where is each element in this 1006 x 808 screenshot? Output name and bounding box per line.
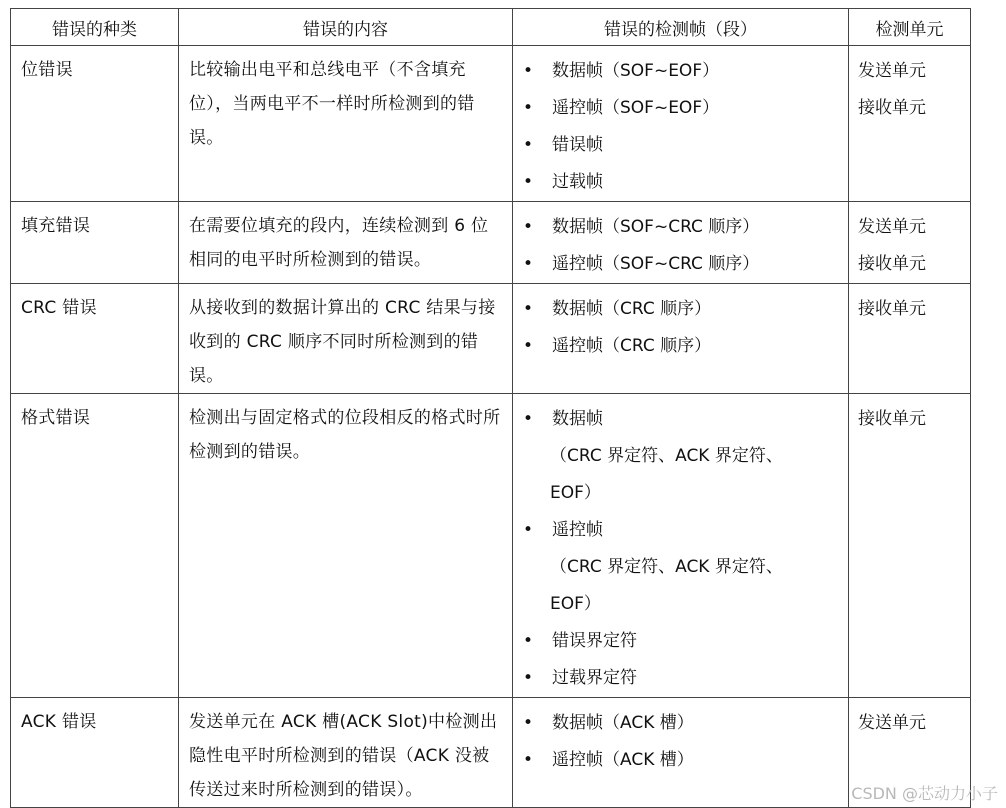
detection-unit-label: 接收单元: [858, 254, 926, 274]
frame-sub-detail: （CRC 界定符、ACK 界定符、: [550, 557, 783, 577]
frame-list-item: [523, 127, 838, 164]
frame-label: 遥控帧（SOF~CRC 顺序）: [552, 254, 760, 274]
cell-detection-frames: [513, 284, 849, 394]
watermark: CSDN @芯动力小子: [851, 784, 998, 803]
frame-label: 数据帧: [552, 409, 603, 429]
frame-sub-detail: （CRC 界定符、ACK 界定符、: [550, 446, 783, 466]
cell-detection-unit: [849, 202, 971, 284]
header-detection-unit: 检测单元: [849, 9, 971, 46]
frame-sub-detail: EOF）: [550, 483, 601, 503]
frame-label: 数据帧（CRC 顺序）: [552, 299, 712, 319]
frame-list-item: [523, 660, 838, 697]
cell-error-content: 比较输出电平和总线电平（不含填充位），当两电平不一样时所检测到的错误。: [179, 46, 513, 202]
cell-detection-unit: [849, 46, 971, 202]
cell-error-kind: 格式错误: [11, 394, 179, 698]
frame-list-item: [523, 705, 838, 742]
detection-unit-label: 接收单元: [858, 299, 926, 319]
frame-list: [523, 53, 838, 201]
frame-list-item: [523, 164, 838, 201]
table-row: [11, 698, 971, 808]
frame-label: 遥控帧（CRC 顺序）: [552, 336, 712, 356]
frame-list: [523, 209, 838, 283]
frame-list-item: [523, 401, 838, 512]
cell-detection-frames: [513, 698, 849, 808]
cell-detection-frames: [513, 394, 849, 698]
frame-label: 过载帧: [552, 172, 603, 192]
table-row: [11, 202, 971, 284]
frame-list-item: [523, 623, 838, 660]
frame-label: 数据帧（SOF~CRC 顺序）: [552, 217, 760, 237]
frame-label: 错误界定符: [552, 631, 637, 651]
frame-list: [523, 291, 838, 365]
cell-error-content: 从接收到的数据计算出的 CRC 结果与接收到的 CRC 顺序不同时所检测到的错误。: [179, 284, 513, 394]
cell-detection-unit: [849, 284, 971, 394]
detection-unit-label: 接收单元: [858, 98, 926, 118]
cell-detection-unit: [849, 394, 971, 698]
detection-unit-label: 发送单元: [858, 713, 926, 733]
error-types-table: [10, 8, 971, 808]
frame-list-item: [523, 512, 838, 623]
frame-list-item: [523, 53, 838, 90]
frame-label: 数据帧（ACK 槽）: [552, 713, 694, 733]
cell-error-content: 发送单元在 ACK 槽(ACK Slot)中检测出隐性电平时所检测到的错误（ACK 没被传送过来时所检测到的错误）。: [179, 698, 513, 808]
frame-list-item: [523, 90, 838, 127]
table-header-row: [11, 9, 971, 46]
frame-list-item: [523, 328, 838, 365]
header-error-content: 错误的内容: [179, 9, 513, 46]
frame-label: 遥控帧（SOF~EOF）: [552, 98, 720, 118]
cell-error-kind: CRC 错误: [11, 284, 179, 394]
detection-unit-label: 接收单元: [858, 409, 926, 429]
frame-sub-detail: EOF）: [550, 594, 601, 614]
detection-unit-label: 发送单元: [858, 61, 926, 81]
frame-list-item: [523, 209, 838, 246]
table-body: [11, 46, 971, 808]
frame-label: 数据帧（SOF~EOF）: [552, 61, 720, 81]
cell-detection-frames: [513, 202, 849, 284]
frame-label: 遥控帧: [552, 520, 603, 540]
table-row: [11, 46, 971, 202]
cell-error-kind: 位错误: [11, 46, 179, 202]
frame-list-item: [523, 291, 838, 328]
frame-label: 过载界定符: [552, 668, 637, 688]
frame-list-item: [523, 742, 838, 779]
header-error-kind: 错误的种类: [11, 9, 179, 46]
cell-detection-frames: [513, 46, 849, 202]
cell-error-kind: 填充错误: [11, 202, 179, 284]
frame-label: 遥控帧（ACK 槽）: [552, 750, 694, 770]
frame-list-item: [523, 246, 838, 283]
header-detection-frame: 错误的检测帧（段）: [513, 9, 849, 46]
frame-list: [523, 401, 838, 697]
cell-error-content: 检测出与固定格式的位段相反的格式时所检测到的错误。: [179, 394, 513, 698]
frame-label: 错误帧: [552, 135, 603, 155]
detection-unit-label: 发送单元: [858, 217, 926, 237]
cell-error-kind: ACK 错误: [11, 698, 179, 808]
table-row: [11, 284, 971, 394]
frame-list: [523, 705, 838, 779]
cell-error-content: 在需要位填充的段内，连续检测到 6 位相同的电平时所检测到的错误。: [179, 202, 513, 284]
table-row: [11, 394, 971, 698]
